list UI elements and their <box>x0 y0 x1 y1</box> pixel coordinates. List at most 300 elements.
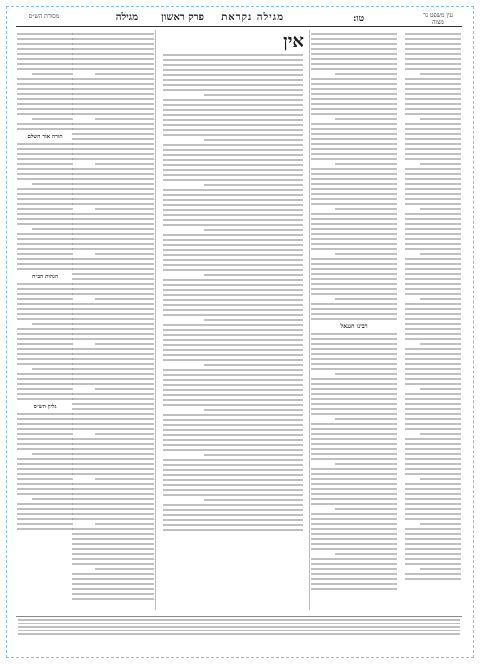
text-line <box>163 329 303 331</box>
text-line <box>311 138 397 140</box>
text-line <box>163 154 303 156</box>
text-line <box>420 298 461 300</box>
text-line <box>405 88 461 90</box>
text-line <box>72 508 154 510</box>
text-line <box>405 203 461 205</box>
text-line <box>311 493 397 495</box>
text-line <box>163 74 303 76</box>
text-line <box>72 83 154 85</box>
text-line <box>163 514 303 516</box>
text-line <box>405 83 461 85</box>
text-line <box>405 53 461 55</box>
text-line <box>405 123 461 125</box>
text-line <box>163 64 303 66</box>
text-line <box>17 208 73 210</box>
text-line <box>17 168 73 170</box>
text-line <box>204 184 303 186</box>
masoret-hashas-label: מסורת הש״ס <box>28 13 60 20</box>
text-line <box>311 233 397 235</box>
text-line <box>405 473 461 475</box>
text-line <box>72 533 154 535</box>
text-line <box>311 453 397 455</box>
text-line <box>311 38 397 40</box>
torah-or-heading: תורה אור השלם <box>27 134 63 140</box>
text-line <box>72 183 154 185</box>
text-line <box>420 568 461 570</box>
text-line <box>311 158 397 160</box>
text-line <box>72 258 154 260</box>
text-line <box>311 333 397 335</box>
text-line <box>72 313 154 315</box>
text-line <box>32 453 73 455</box>
text-line <box>311 423 397 425</box>
text-line <box>311 268 397 270</box>
text-line <box>72 278 154 280</box>
text-line <box>72 553 154 555</box>
text-line <box>311 408 397 410</box>
text-line <box>163 149 303 151</box>
text-line <box>405 93 461 95</box>
text-line <box>17 223 73 225</box>
text-line <box>405 138 461 140</box>
text-line <box>17 33 73 35</box>
ein-mishpat-column <box>404 30 462 590</box>
text-line <box>405 68 461 70</box>
text-line <box>163 264 303 266</box>
text-line <box>163 99 303 101</box>
text-line <box>95 478 154 480</box>
text-line <box>335 553 397 555</box>
text-line <box>311 183 397 185</box>
text-line <box>163 424 303 426</box>
text-line <box>405 128 461 130</box>
text-line <box>163 79 303 81</box>
text-line <box>420 478 461 480</box>
text-line <box>311 178 397 180</box>
text-line <box>311 98 397 100</box>
text-line <box>32 323 73 325</box>
text-line <box>405 498 461 500</box>
text-line <box>163 189 303 191</box>
text-line <box>163 394 303 396</box>
text-line <box>163 524 303 526</box>
text-line <box>72 43 154 45</box>
text-line <box>311 243 397 245</box>
text-line <box>405 543 461 545</box>
text-line <box>72 33 154 35</box>
text-line <box>72 143 154 145</box>
text-line <box>72 323 154 325</box>
text-line <box>72 113 154 115</box>
text-line <box>32 118 73 120</box>
text-line <box>405 133 461 135</box>
text-line <box>311 143 397 145</box>
text-line <box>95 388 154 390</box>
text-line <box>72 303 154 305</box>
text-line <box>72 203 154 205</box>
text-line <box>163 109 303 111</box>
text-line <box>311 468 397 470</box>
text-line <box>311 203 397 205</box>
text-line <box>72 128 154 130</box>
text-line <box>163 349 303 351</box>
text-line <box>163 244 303 246</box>
text-line <box>72 413 154 415</box>
text-line <box>311 238 397 240</box>
text-line <box>17 38 73 40</box>
hagahot-habach-heading: הגהות הב״ח <box>32 274 58 280</box>
text-line <box>72 198 154 200</box>
text-line <box>17 383 73 385</box>
text-line <box>420 388 461 390</box>
text-line <box>72 333 154 335</box>
text-line <box>17 443 73 445</box>
text-line <box>163 389 303 391</box>
text-line <box>17 378 73 380</box>
text-line <box>405 293 461 295</box>
text-line <box>311 283 397 285</box>
text-line <box>163 254 303 256</box>
text-line <box>17 428 73 430</box>
text-line <box>72 78 154 80</box>
text-line <box>72 358 154 360</box>
text-line <box>311 353 397 355</box>
text-line <box>311 393 397 395</box>
text-line <box>72 328 154 330</box>
text-line <box>17 68 73 70</box>
text-line <box>163 379 303 381</box>
text-line <box>405 403 461 405</box>
text-line <box>405 243 461 245</box>
text-line <box>163 124 303 126</box>
text-line <box>72 428 154 430</box>
text-line <box>405 328 461 330</box>
text-line <box>405 333 461 335</box>
text-line <box>335 373 397 375</box>
text-line <box>311 378 397 380</box>
text-line <box>163 359 303 361</box>
text-line <box>95 163 154 165</box>
text-line <box>17 433 73 435</box>
text-line <box>17 148 73 150</box>
chapter-title: מגילה נקראת <box>221 12 284 23</box>
text-line <box>311 218 397 220</box>
text-line <box>17 468 73 470</box>
text-line <box>17 203 73 205</box>
text-line <box>17 478 73 480</box>
text-line <box>311 388 397 390</box>
text-line <box>405 508 461 510</box>
text-line <box>72 283 154 285</box>
text-line <box>311 228 397 230</box>
text-line <box>163 159 303 161</box>
text-line <box>163 284 303 286</box>
text-line <box>405 228 461 230</box>
text-line <box>405 213 461 215</box>
text-line <box>72 168 154 170</box>
text-line <box>17 333 73 335</box>
text-line <box>17 88 73 90</box>
text-line <box>311 413 397 415</box>
text-line <box>72 398 154 400</box>
text-line <box>204 364 303 366</box>
text-line <box>405 348 461 350</box>
text-line <box>405 573 461 575</box>
text-line <box>163 59 303 61</box>
text-line <box>311 168 397 170</box>
text-line <box>163 239 303 241</box>
text-line <box>163 84 303 86</box>
text-line <box>72 498 154 500</box>
text-line <box>17 78 73 80</box>
text-line <box>405 48 461 50</box>
page-footer <box>16 616 462 641</box>
text-line <box>311 483 397 485</box>
text-line <box>311 133 397 135</box>
text-line <box>311 303 397 305</box>
text-line <box>17 58 73 60</box>
text-line <box>72 268 154 270</box>
text-line <box>405 438 461 440</box>
text-line <box>72 213 154 215</box>
text-line <box>17 458 73 460</box>
text-line <box>17 303 73 305</box>
text-line <box>311 198 397 200</box>
text-line <box>17 263 73 265</box>
text-line <box>72 463 154 465</box>
text-line <box>405 428 461 430</box>
text-line <box>311 63 397 65</box>
text-line <box>72 588 154 590</box>
text-line <box>405 278 461 280</box>
text-line <box>405 553 461 555</box>
text-line <box>405 33 461 35</box>
text-line <box>17 363 73 365</box>
text-line <box>72 48 154 50</box>
text-line <box>18 630 460 632</box>
text-line <box>72 443 154 445</box>
text-line <box>405 233 461 235</box>
text-line <box>420 343 461 345</box>
text-line <box>405 238 461 240</box>
text-line <box>17 358 73 360</box>
text-line <box>163 114 303 116</box>
text-line <box>17 253 73 255</box>
text-line <box>163 374 303 376</box>
text-line <box>420 208 461 210</box>
text-line <box>72 453 154 455</box>
text-line <box>72 473 154 475</box>
text-line <box>17 318 73 320</box>
text-line <box>311 458 397 460</box>
text-line <box>311 368 397 370</box>
text-line <box>405 78 461 80</box>
daf-number: טו: <box>352 14 364 24</box>
text-line <box>72 98 154 100</box>
text-line <box>204 94 303 96</box>
text-line <box>405 263 461 265</box>
text-line <box>32 183 73 185</box>
text-line <box>204 409 303 411</box>
text-line <box>17 233 73 235</box>
text-line <box>405 368 461 370</box>
text-line <box>95 568 154 570</box>
text-line <box>18 623 460 625</box>
text-line <box>311 313 397 315</box>
text-line <box>72 193 154 195</box>
masoret-column <box>16 30 74 590</box>
text-line <box>17 283 73 285</box>
text-line <box>17 353 73 355</box>
text-line <box>311 448 397 450</box>
text-line <box>405 183 461 185</box>
text-line <box>163 339 303 341</box>
text-line <box>405 178 461 180</box>
text-line <box>163 414 303 416</box>
text-line <box>72 543 154 545</box>
text-line <box>163 129 303 131</box>
text-line <box>311 503 397 505</box>
text-line <box>405 283 461 285</box>
text-line <box>405 483 461 485</box>
text-line <box>72 273 154 275</box>
text-line <box>311 308 397 310</box>
text-line <box>17 48 73 50</box>
text-line <box>72 248 154 250</box>
text-line <box>311 93 397 95</box>
text-line <box>17 343 73 345</box>
text-line <box>311 278 397 280</box>
text-line <box>32 228 73 230</box>
text-line <box>420 163 461 165</box>
gemara-text <box>162 30 304 530</box>
text-line <box>335 253 397 255</box>
text-line <box>311 478 397 480</box>
text-line <box>163 269 303 271</box>
text-line <box>72 593 154 595</box>
text-line <box>17 113 73 115</box>
text-line <box>17 328 73 330</box>
text-line <box>95 298 154 300</box>
text-line <box>72 578 154 580</box>
text-line <box>72 383 154 385</box>
text-line <box>17 438 73 440</box>
text-line <box>72 288 154 290</box>
text-line <box>311 128 397 130</box>
text-line <box>95 208 154 210</box>
text-line <box>72 448 154 450</box>
text-line <box>17 513 73 515</box>
text-line <box>204 319 303 321</box>
text-line <box>405 363 461 365</box>
text-line <box>163 294 303 296</box>
text-line <box>72 88 154 90</box>
text-line <box>405 173 461 175</box>
text-line <box>72 308 154 310</box>
text-line <box>335 118 397 120</box>
text-line <box>72 243 154 245</box>
text-line <box>72 238 154 240</box>
text-line <box>163 169 303 171</box>
text-line <box>405 423 461 425</box>
text-line <box>311 68 397 70</box>
text-line <box>405 378 461 380</box>
text-line <box>17 518 73 520</box>
page-header <box>16 12 462 27</box>
text-line <box>72 518 154 520</box>
text-line <box>163 419 303 421</box>
text-line <box>17 463 73 465</box>
text-line <box>163 334 303 336</box>
text-line <box>311 248 397 250</box>
text-line <box>311 53 397 55</box>
text-line <box>405 463 461 465</box>
text-line <box>17 218 73 220</box>
text-line <box>72 103 154 105</box>
text-line <box>405 58 461 60</box>
text-line <box>17 483 73 485</box>
text-line <box>72 263 154 265</box>
text-line <box>163 69 303 71</box>
text-line <box>311 533 397 535</box>
text-line <box>163 104 303 106</box>
text-line <box>405 418 461 420</box>
text-line <box>311 588 397 590</box>
text-line <box>163 509 303 511</box>
text-line <box>17 493 73 495</box>
text-line <box>17 488 73 490</box>
text-line <box>17 123 73 125</box>
text-line <box>32 368 73 370</box>
text-line <box>311 43 397 45</box>
text-line <box>311 558 397 560</box>
text-line <box>72 38 154 40</box>
text-line <box>163 279 303 281</box>
text-line <box>204 139 303 141</box>
text-line <box>335 508 397 510</box>
text-line <box>163 304 303 306</box>
text-line <box>32 498 73 500</box>
text-line <box>95 433 154 435</box>
text-line <box>311 438 397 440</box>
text-line <box>163 179 303 181</box>
text-line <box>72 528 154 530</box>
text-line <box>72 513 154 515</box>
text-line <box>311 88 397 90</box>
text-line <box>163 204 303 206</box>
text-line <box>163 134 303 136</box>
text-line <box>405 268 461 270</box>
text-line <box>72 573 154 575</box>
text-line <box>311 538 397 540</box>
text-line <box>311 173 397 175</box>
text-line <box>163 144 303 146</box>
text-line <box>311 348 397 350</box>
text-line <box>18 633 460 635</box>
text-line <box>17 188 73 190</box>
text-line <box>163 439 303 441</box>
text-line <box>17 63 73 65</box>
text-line <box>163 214 303 216</box>
text-line <box>72 483 154 485</box>
tosafot-column <box>71 30 156 610</box>
text-line <box>95 523 154 525</box>
text-line <box>311 273 397 275</box>
text-line <box>17 373 73 375</box>
text-line <box>163 309 303 311</box>
text-line <box>405 518 461 520</box>
text-line <box>163 449 303 451</box>
